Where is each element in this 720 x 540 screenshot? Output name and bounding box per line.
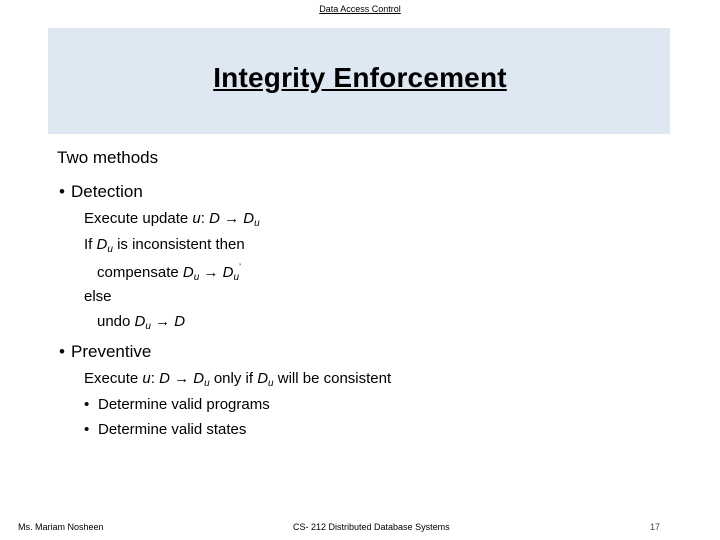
preventive-sub-bullet-states bbox=[84, 421, 246, 438]
sub-bullet-text: Determine valid programs bbox=[98, 396, 270, 413]
text: only if bbox=[209, 370, 258, 387]
arrow-symbol: → bbox=[224, 210, 240, 227]
preventive-bullet bbox=[59, 342, 151, 362]
bullet-dot: • bbox=[84, 421, 90, 438]
arrow-symbol: → bbox=[155, 313, 171, 330]
var-D: D bbox=[134, 313, 146, 330]
var-D: D bbox=[257, 370, 269, 387]
subscript-u: u bbox=[145, 321, 151, 332]
var-D: D bbox=[209, 210, 220, 227]
slide-title: Integrity Enforcement bbox=[213, 62, 507, 93]
text: is inconsistent then bbox=[112, 236, 245, 253]
detection-step-execute bbox=[84, 210, 260, 229]
var-D: D bbox=[193, 370, 205, 387]
subscript-u: u bbox=[107, 244, 113, 255]
page-number: 17 bbox=[650, 522, 661, 532]
text: If bbox=[84, 236, 97, 253]
footer-course: CS- 212 Distributed Database Systems bbox=[293, 522, 450, 532]
text: : bbox=[150, 370, 160, 387]
var-u: u bbox=[142, 370, 151, 387]
var-D: D bbox=[222, 264, 234, 281]
var-D: D bbox=[243, 210, 255, 227]
intro-text: Two methods bbox=[57, 148, 159, 167]
var-u: u bbox=[192, 210, 201, 227]
subscript-u: u bbox=[268, 378, 274, 389]
subscript-u: u bbox=[204, 378, 210, 389]
detection-step-undo bbox=[97, 313, 185, 332]
subscript-u: u bbox=[233, 272, 240, 283]
subscript-u: u bbox=[193, 272, 200, 283]
text: compensate bbox=[97, 264, 183, 281]
text: will be consistent bbox=[273, 370, 392, 387]
text: Execute bbox=[84, 370, 143, 387]
sub-bullet-text: Determine valid states bbox=[98, 421, 247, 438]
header-note: Data Access Control bbox=[319, 4, 401, 14]
detection-step-if bbox=[84, 236, 245, 255]
footer-author: Ms. Mariam Nosheen bbox=[18, 522, 104, 532]
bullet-dot: • bbox=[59, 182, 65, 201]
text: Execute update bbox=[84, 210, 193, 227]
bullet-dot: • bbox=[84, 396, 90, 413]
var-D: D bbox=[174, 313, 186, 330]
subscript-u: u bbox=[254, 218, 260, 229]
var-D: D bbox=[96, 236, 108, 253]
bullet-dot: • bbox=[59, 342, 65, 361]
detection-step-compensate bbox=[97, 262, 241, 283]
arrow-symbol: → bbox=[174, 370, 190, 387]
preventive-sub-bullet-programs bbox=[84, 396, 270, 413]
prime-mark: ’ bbox=[239, 262, 242, 272]
detection-bullet bbox=[59, 182, 143, 202]
text: undo bbox=[97, 313, 135, 330]
var-D: D bbox=[159, 370, 170, 387]
text: : bbox=[200, 210, 210, 227]
detection-step-else: else bbox=[84, 288, 112, 305]
var-D: D bbox=[182, 264, 194, 281]
arrow-symbol: → bbox=[203, 264, 219, 281]
preventive-step-execute bbox=[84, 370, 391, 389]
detection-heading: Detection bbox=[71, 182, 143, 201]
preventive-heading: Preventive bbox=[71, 342, 152, 361]
